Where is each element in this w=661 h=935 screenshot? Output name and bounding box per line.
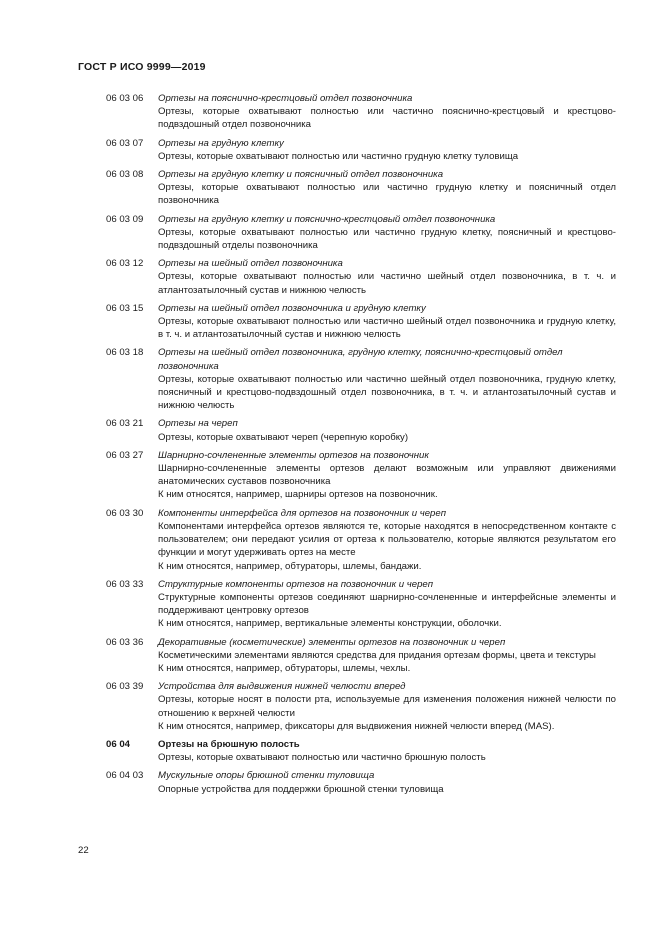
group-entry	[106, 738, 616, 764]
entry-title: Устройства для выдвижения нижней челюсти вперед	[158, 681, 406, 693]
entry-description: Опорные устройства для поддержки брюшной стенки туловища	[158, 783, 444, 795]
page-number: 22	[78, 845, 89, 856]
entry-code: 06 04 03	[106, 770, 144, 782]
classification-entry	[106, 257, 616, 297]
entry-note: К ним относятся, например, обтураторы, шлемы, чехлы.	[158, 662, 411, 674]
entry-code: 06 03 09	[106, 213, 144, 225]
entry-description: Ортезы, которые охватывают полностью или частично шейный отдел позвоночника, грудную клетку, поясничный и крестцово-подвздошный отдел позвоночника, в т. ч. и атлантозатылочный сустав и нижнюю челюсть	[158, 373, 616, 412]
entry-body	[158, 507, 616, 573]
entry-title: Ортезы на череп	[158, 418, 238, 430]
classification-entry	[106, 680, 616, 733]
classification-entries	[106, 92, 616, 801]
entry-description: Структурные компоненты ортезов соединяют шарнирно-сочлененные и интерфейсные элементы и поддерживают центровку ортезов	[158, 591, 616, 617]
entry-code: 06 03 18	[106, 347, 144, 359]
entry-code: 06 03 27	[106, 449, 144, 461]
entry-note: К ним относятся, например, вертикальные элементы конструкции, оболочки.	[158, 618, 502, 630]
classification-entry	[106, 168, 616, 208]
entry-title: Мускульные опоры брюшной стенки туловища	[158, 770, 375, 782]
entry-title: Ортезы на грудную клетку	[158, 137, 284, 149]
entry-code: 06 03 30	[106, 507, 144, 519]
entry-description: Ортезы, которые охватывают полностью или частично пояснично-крестцовый и крестцово-подвздошный отдел позвоночника	[158, 106, 616, 131]
classification-entry	[106, 213, 616, 253]
entry-note: К ним относятся, например, обтураторы, шлемы, бандажи.	[158, 560, 422, 572]
entry-code: 06 03 39	[106, 681, 144, 693]
entry-title: Ортезы на шейный отдел позвоночника, грудную клетку, пояснично-крестцовый отдел позвоночника	[158, 347, 563, 372]
classification-entry	[106, 92, 616, 132]
entry-note: К ним относятся, например, фиксаторы для выдвижения нижней челюсти вперед (MAS).	[158, 720, 555, 732]
entry-description: Компонентами интерфейса ортезов являются те, которые находятся в непосредственном контакте с пользователем; они передают усилия от ортеза к пользователю, которые являются результатом его функции и могут удерживать ортез на месте	[158, 520, 616, 559]
entry-body	[158, 578, 616, 631]
entry-body	[158, 302, 616, 342]
entry-title: Ортезы на пояснично-крестцовый отдел позвоночника	[158, 93, 413, 104]
classification-entry	[106, 346, 616, 412]
entry-code: 06 03 08	[106, 169, 144, 181]
entry-body	[158, 346, 616, 412]
entry-code: 06 03 06	[106, 93, 144, 104]
entry-body	[158, 636, 616, 676]
entry-code: 06 03 07	[106, 137, 144, 149]
entry-body	[158, 680, 616, 733]
entry-body	[158, 417, 616, 443]
classification-entry	[106, 507, 616, 573]
classification-entry	[106, 636, 616, 676]
entry-description: Ортезы, которые охватывают полностью или частично брюшную полость	[158, 752, 486, 764]
entry-description: Ортезы, которые охватывают полностью или частично шейный отдел позвоночника, в т. ч. и атлантозатылочный сустав и нижнюю челюсть	[158, 271, 616, 296]
entry-title: Ортезы на грудную клетку и поясничный отдел позвоночника	[158, 169, 444, 181]
entry-code: 06 03 33	[106, 578, 144, 590]
entry-title: Декоративные (косметические) элементы ортезов на позвоночник и череп	[158, 636, 506, 648]
classification-entry	[106, 302, 616, 342]
classification-entry	[106, 137, 616, 163]
entry-code: 06 03 21	[106, 418, 144, 430]
entry-code: 06 03 36	[106, 636, 144, 648]
entry-body	[158, 738, 616, 764]
entry-code: 06 03 12	[106, 258, 144, 270]
classification-entry	[106, 769, 616, 795]
entry-title: Компоненты интерфейса для ортезов на позвоночник и череп	[158, 507, 447, 519]
entry-description: Ортезы, которые носят в полости рта, используемые для изменения положения нижней челюсти по отношению к верхней челюсти	[158, 694, 616, 719]
entry-title: Ортезы на брюшную полость	[158, 738, 300, 750]
entry-title: Структурные компоненты ортезов на позвоночник и череп	[158, 578, 434, 590]
classification-entry	[106, 449, 616, 502]
entry-body	[158, 137, 616, 163]
entry-title: Ортезы на грудную клетку и пояснично-крестцовый отдел позвоночника	[158, 213, 496, 225]
entry-body	[158, 769, 616, 795]
entry-body	[158, 449, 616, 502]
classification-entry	[106, 417, 616, 443]
entry-description: Ортезы, которые охватывают череп (черепную коробку)	[158, 431, 409, 443]
entry-code: 06 04	[106, 738, 131, 750]
entry-description: Ортезы, которые охватывают полностью или частично грудную клетку туловища	[158, 150, 519, 162]
document-header: ГОСТ Р ИСО 9999—2019	[78, 61, 206, 73]
entry-note: К ним относятся, например, шарниры ортезов на позвоночник.	[158, 489, 438, 501]
entry-body	[158, 168, 616, 208]
entry-code: 06 03 15	[106, 302, 144, 314]
entry-description: Ортезы, которые охватывают полностью или частично шейный отдел позвоночника и грудную клетку, в т. ч. и атлантозатылочный сустав и нижнюю челюсть	[158, 316, 616, 341]
entry-title: Ортезы на шейный отдел позвоночника и грудную клетку	[158, 302, 426, 314]
classification-entry	[106, 578, 616, 631]
entry-description: Ортезы, которые охватывают полностью или частично грудную клетку и поясничный отдел позвоночника	[158, 182, 616, 207]
entry-body	[158, 213, 616, 253]
entry-description: Шарнирно-сочлененные элементы ортезов делают возможным или управляют движениями анатомических суставов позвоночника	[158, 463, 616, 488]
entry-body	[158, 257, 616, 297]
entry-body	[158, 92, 616, 132]
entry-description: Ортезы, которые охватывают полностью или частично грудную клетку, поясничный и крестцово-подвздошный отделы позвоночника	[158, 226, 616, 252]
entry-description: Косметическими элементами являются средства для придания ортезам формы, цвета и текстуры	[158, 649, 596, 661]
entry-title: Шарнирно-сочлененные элементы ортезов на позвоночник	[158, 449, 429, 461]
entry-title: Ортезы на шейный отдел позвоночника	[158, 258, 343, 270]
